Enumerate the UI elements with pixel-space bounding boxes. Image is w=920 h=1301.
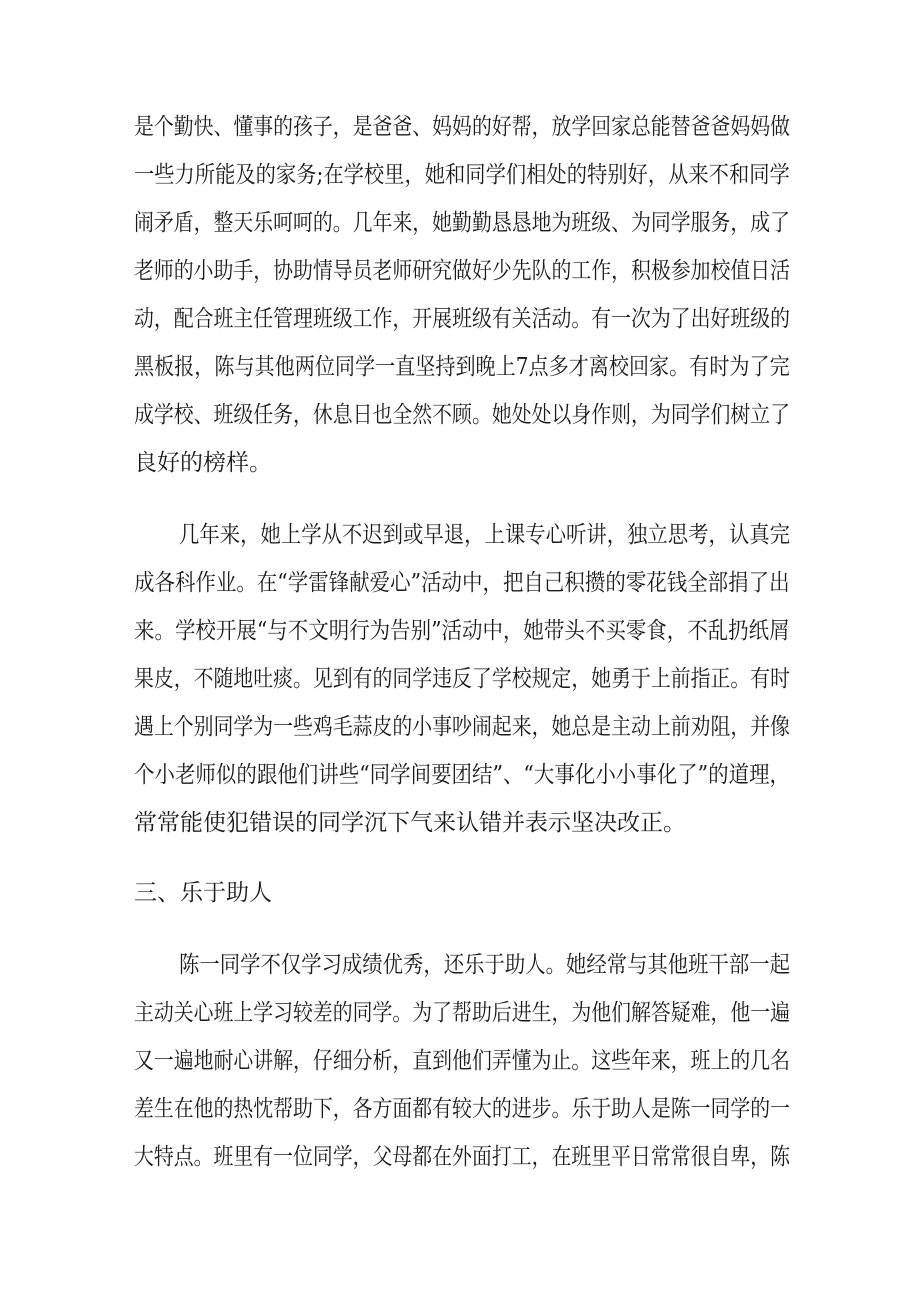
paragraph-2-line-6: 个小老师似的跟他们讲些“同学间要团结”、“大事化小小事化了”的道理，: [134, 762, 791, 788]
paragraph-1-line-2: 一些力所能及的家务;在学校里，她和同学们相处的特别好，从来不和同学: [134, 162, 790, 188]
paragraph-3-line-1: 陈一同学不仅学习成绩优秀，还乐于助人。她经常与其他班干部一起: [179, 952, 790, 978]
paragraph-1-line-7: 成学校、班级任务，休息日也全然不顾。她处处以身作则，为同学们树立了: [134, 402, 790, 428]
paragraph-1-line-1: 是个勤快、懂事的孩子，是爸爸、妈妈的好帮，放学回家总能替爸爸妈妈做: [134, 114, 790, 140]
paragraph-1-line-8: 良好的榜样。: [134, 450, 272, 476]
paragraph-2-line-7: 常常能使犯错误的同学沉下气来认错并表示坚决改正。: [134, 810, 686, 836]
section-heading: 三、乐于助人: [134, 880, 272, 906]
paragraph-3-line-2: 主动关心班上学习较差的同学。为了帮助后进生，为他们解答疑难，他一遍: [134, 1000, 790, 1026]
paragraph-2-line-2: 成各科作业。在“学雷锋献爱心”活动中，把自己积攒的零花钱全部捐了出: [134, 570, 790, 596]
paragraph-1-line-6: 黑板报，陈与其他两位同学一直坚持到晚上7点多才离校回家。有时为了完: [134, 354, 790, 380]
paragraph-1-line-5: 动，配合班主任管理班级工作，开展班级有关活动。有一次为了出好班级的: [134, 306, 790, 332]
paragraph-1-line-4: 老师的小助手，协助情导员老师研究做好少先队的工作，积极参加校值日活: [134, 258, 790, 284]
paragraph-3-line-4: 差生在他的热忱帮助下，各方面都有较大的进步。乐于助人是陈一同学的一: [134, 1096, 790, 1122]
paragraph-3-line-5: 大特点。班里有一位同学，父母都在外面打工，在班里平日常常很自卑，陈: [134, 1144, 790, 1170]
paragraph-3-line-3: 又一遍地耐心讲解，仔细分析，直到他们弄懂为止。这些年来，班上的几名: [134, 1048, 790, 1074]
paragraph-2-line-1: 几年来，她上学从不迟到或早退，上课专心听讲，独立思考，认真完: [179, 522, 790, 548]
paragraph-1-line-3: 闹矛盾，整天乐呵呵的。几年来，她勤勤恳恳地为班级、为同学服务，成了: [134, 210, 790, 236]
paragraph-2-line-3: 来。学校开展“与不文明行为告别”活动中，她带头不买零食，不乱扔纸屑: [134, 618, 790, 644]
paragraph-2-line-5: 遇上个别同学为一些鸡毛蒜皮的小事吵闹起来，她总是主动上前劝阻，并像: [134, 714, 790, 740]
paragraph-2-line-4: 果皮，不随地吐痰。见到有的同学违反了学校规定，她勇于上前指正。有时: [134, 666, 790, 692]
